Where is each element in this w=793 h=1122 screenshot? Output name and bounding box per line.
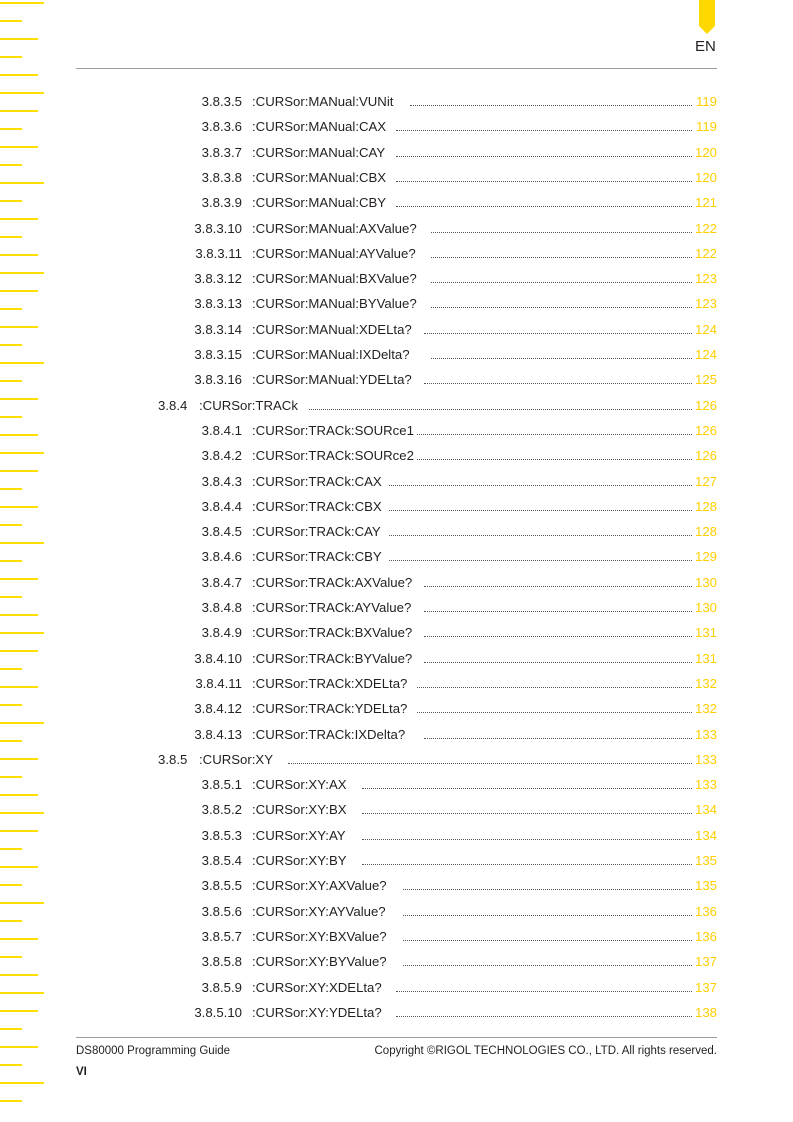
toc-entry-title: :CURSor:XY:XDELta? bbox=[252, 979, 382, 995]
toc-entry[interactable] bbox=[0, 165, 793, 190]
toc-entry-page: 122 bbox=[694, 220, 717, 236]
toc-entry-page: 133 bbox=[694, 777, 717, 793]
toc-entry-leader bbox=[403, 965, 692, 966]
toc-entry-number: 3.8.3.8 bbox=[201, 169, 242, 185]
toc-entry-number: 3.8.4.10 bbox=[194, 650, 242, 666]
toc-entry[interactable] bbox=[0, 595, 793, 620]
toc-entry-title: :CURSor:MANual:XDELta? bbox=[252, 321, 412, 337]
toc-entry-page: 128 bbox=[694, 524, 717, 540]
edge-mark bbox=[0, 74, 38, 76]
toc-entry-page: 123 bbox=[694, 296, 717, 312]
toc-entry[interactable] bbox=[0, 114, 793, 139]
toc-entry-number: 3.8.3.10 bbox=[194, 220, 242, 236]
toc-entry-leader bbox=[431, 257, 692, 258]
toc-entry-page: 128 bbox=[694, 498, 717, 514]
toc-entry-title: :CURSor:XY:AXValue? bbox=[252, 878, 387, 894]
toc-entry-leader bbox=[389, 535, 692, 536]
toc-entry-title: :CURSor:MANual:BYValue? bbox=[252, 296, 417, 312]
toc-entry-leader bbox=[396, 991, 692, 992]
toc-entry[interactable] bbox=[0, 949, 793, 974]
toc-entry-title: :CURSor:TRACk:YDELta? bbox=[252, 701, 408, 717]
toc-entry-leader bbox=[396, 181, 692, 182]
edge-mark bbox=[0, 1100, 22, 1102]
toc-entry[interactable] bbox=[0, 975, 793, 1000]
toc-entry-title: :CURSor:TRACk:SOURce2 bbox=[252, 448, 414, 464]
toc-entry[interactable] bbox=[0, 291, 793, 316]
toc-entry-leader bbox=[403, 915, 692, 916]
toc-entry[interactable] bbox=[0, 873, 793, 898]
toc-entry-number: 3.8.4.9 bbox=[201, 625, 242, 641]
toc-entry-number: 3.8.5.5 bbox=[201, 878, 242, 894]
edge-mark bbox=[0, 1082, 44, 1084]
toc-entry-page: 131 bbox=[694, 650, 717, 666]
toc-entry-title: :CURSor:XY:BY bbox=[252, 853, 347, 868]
toc-entry[interactable] bbox=[0, 646, 793, 671]
toc-entry-title: :CURSor:XY:BYValue? bbox=[252, 954, 387, 970]
toc-entry-number: 3.8.3.9 bbox=[201, 195, 242, 211]
toc-entry-title: :CURSor:XY:AYValue? bbox=[252, 903, 386, 919]
toc-entry-number: 3.8.5 bbox=[158, 751, 188, 767]
toc-entry-title: :CURSor:TRACk:CBX bbox=[252, 498, 382, 514]
toc-entry-page: 133 bbox=[694, 726, 717, 742]
toc-entry-leader bbox=[309, 409, 692, 410]
toc-entry[interactable] bbox=[0, 899, 793, 924]
toc-entry-title: :CURSor:TRACk:CAX bbox=[252, 473, 382, 489]
toc-entry-leader bbox=[431, 282, 692, 283]
toc-entry-number: 3.8.5.3 bbox=[201, 827, 242, 843]
edge-mark bbox=[0, 1046, 38, 1048]
toc-entry-number: 3.8.5.8 bbox=[201, 954, 242, 970]
toc-entry-number: 3.8.3.13 bbox=[194, 296, 242, 312]
toc-entry-leader bbox=[431, 307, 692, 308]
toc-entry-title: :CURSor:MANual:CAX bbox=[252, 119, 387, 135]
toc-entry-leader bbox=[362, 813, 692, 814]
toc-entry[interactable] bbox=[0, 266, 793, 291]
toc-entry-number: 3.8.4.13 bbox=[194, 726, 242, 742]
toc-entry-leader bbox=[389, 510, 692, 511]
toc-entry-title: :CURSor:MANual:IXDelta? bbox=[252, 347, 410, 362]
toc-entry-title: :CURSor:MANual:YDELta? bbox=[252, 372, 412, 388]
toc-entry-number: 3.8.4.3 bbox=[201, 473, 242, 489]
toc-entry-number: 3.8.3.16 bbox=[194, 372, 242, 388]
toc-entry-leader bbox=[424, 611, 692, 612]
toc-entry[interactable] bbox=[0, 671, 793, 696]
toc-entry-leader bbox=[417, 459, 692, 460]
toc-entry-number: 3.8.3.11 bbox=[195, 245, 242, 261]
toc-entry-page: 130 bbox=[694, 600, 717, 615]
toc-entry-leader bbox=[417, 712, 692, 713]
toc-entry-number: 3.8.4.1 bbox=[201, 422, 242, 438]
toc-entry[interactable] bbox=[0, 722, 793, 747]
toc-entry-leader bbox=[424, 636, 692, 637]
toc-entry-leader bbox=[396, 1016, 692, 1017]
toc-entry-page: 135 bbox=[694, 853, 717, 868]
header-rule bbox=[76, 68, 717, 69]
toc-entry-number: 3.8.4.2 bbox=[201, 448, 242, 464]
toc-entry-leader bbox=[417, 687, 692, 688]
toc-entry[interactable] bbox=[0, 797, 793, 822]
toc-entry-leader bbox=[396, 156, 692, 157]
toc-entry-title: :CURSor:MANual:CBX bbox=[252, 169, 387, 185]
edge-mark bbox=[0, 56, 22, 58]
toc-entry-leader bbox=[396, 130, 692, 131]
footer-copyright: Copyright ©RIGOL TECHNOLOGIES CO., LTD. All rights reserved. bbox=[374, 1045, 717, 1057]
toc-entry-number: 3.8.5.1 bbox=[201, 777, 242, 793]
toc-entry-leader bbox=[424, 333, 692, 334]
toc-entry[interactable] bbox=[0, 570, 793, 595]
toc-entry-page: 131 bbox=[694, 625, 717, 641]
toc-entry-number: 3.8.5.2 bbox=[201, 802, 242, 818]
toc-entry-page: 120 bbox=[694, 169, 717, 185]
toc-entry-leader bbox=[424, 738, 692, 739]
toc-entry-page: 119 bbox=[695, 119, 717, 135]
toc-entry-number: 3.8.4 bbox=[158, 397, 188, 413]
toc-entry-number: 3.8.5.9 bbox=[201, 979, 242, 995]
toc-entry-title: :CURSor:XY:AY bbox=[252, 827, 346, 843]
toc-entry-title: :CURSor:TRACk:CBY bbox=[252, 549, 382, 565]
toc-entry-number: 3.8.4.12 bbox=[194, 701, 242, 717]
toc-entry-page: 137 bbox=[694, 979, 717, 995]
toc-entry[interactable] bbox=[0, 367, 793, 392]
toc-entry[interactable] bbox=[0, 823, 793, 848]
language-tab bbox=[699, 0, 715, 26]
edge-mark bbox=[0, 20, 22, 22]
toc-entry-page: 137 bbox=[694, 954, 717, 970]
toc-entry-number: 3.8.5.6 bbox=[201, 903, 242, 919]
toc-entry-title: :CURSor:TRACk:XDELta? bbox=[252, 675, 408, 691]
toc-entry-leader bbox=[288, 763, 692, 764]
toc-entry-page: 134 bbox=[694, 802, 717, 818]
toc-entry-number: 3.8.5.4 bbox=[201, 853, 242, 868]
toc-entry[interactable] bbox=[0, 494, 793, 519]
toc-entry-page: 136 bbox=[694, 903, 717, 919]
toc-entry-page: 124 bbox=[694, 321, 717, 337]
toc-entry[interactable] bbox=[0, 190, 793, 215]
toc-entry-title: :CURSor:MANual:BXValue? bbox=[252, 271, 417, 287]
toc-entry[interactable] bbox=[0, 342, 793, 367]
toc-entry-page: 132 bbox=[694, 701, 717, 717]
toc-entry-page: 126 bbox=[694, 422, 717, 438]
toc-entry-page: 123 bbox=[694, 271, 717, 287]
toc-entry-page: 124 bbox=[694, 347, 717, 362]
toc-entry-leader bbox=[424, 586, 692, 587]
toc-entry-page: 130 bbox=[694, 574, 717, 590]
toc-entry-number: 3.8.3.7 bbox=[201, 144, 242, 160]
toc-entry-leader bbox=[389, 485, 692, 486]
toc-entry-title: :CURSor:XY bbox=[199, 751, 274, 767]
toc-entry-title: :CURSor:XY:YDELta? bbox=[252, 1004, 382, 1020]
toc-entry[interactable] bbox=[0, 747, 793, 772]
toc-entry-number: 3.8.4.6 bbox=[201, 549, 242, 565]
toc-entry-title: :CURSor:TRACk:SOURce1 bbox=[252, 422, 414, 438]
toc-entry-title: :CURSor:MANual:AYValue? bbox=[252, 245, 416, 261]
toc-entry-leader bbox=[362, 839, 692, 840]
toc-entry-leader bbox=[403, 940, 692, 941]
toc-entry-page: 132 bbox=[694, 675, 717, 691]
toc-entry[interactable] bbox=[0, 696, 793, 721]
toc-entry-page: 119 bbox=[695, 94, 717, 109]
toc-entry-number: 3.8.5.10 bbox=[194, 1004, 242, 1020]
toc-entry-page: 127 bbox=[694, 473, 717, 489]
toc-entry-number: 3.8.5.7 bbox=[201, 928, 242, 944]
toc-entry-title: :CURSor:TRACk:BYValue? bbox=[252, 650, 413, 666]
toc-entry-title: :CURSor:XY:AX bbox=[252, 777, 347, 793]
toc-entry-leader bbox=[424, 383, 692, 384]
toc-entry[interactable] bbox=[0, 393, 793, 418]
toc-entry[interactable] bbox=[0, 620, 793, 645]
toc-entry-page: 122 bbox=[694, 245, 717, 261]
toc-entry-title: :CURSor:TRACk:AXValue? bbox=[252, 574, 413, 590]
toc-entry-title: :CURSor:TRACk:IXDelta? bbox=[252, 726, 406, 742]
toc-entry[interactable] bbox=[0, 469, 793, 494]
toc-entry-title: :CURSor:TRACk bbox=[199, 397, 298, 413]
toc-entry-number: 3.8.3.15 bbox=[194, 347, 242, 362]
toc-entry-title: :CURSor:MANual:CBY bbox=[252, 195, 387, 211]
toc-entry-leader bbox=[389, 560, 692, 561]
footer-rule bbox=[76, 1037, 717, 1038]
toc-entry-page: 129 bbox=[694, 549, 717, 565]
toc-entry-title: :CURSor:TRACk:CAY bbox=[252, 524, 381, 540]
toc-entry-number: 3.8.3.12 bbox=[194, 271, 242, 287]
toc-entry[interactable] bbox=[0, 140, 793, 165]
toc-entry-page: 120 bbox=[694, 144, 717, 160]
toc-entry-page: 125 bbox=[694, 372, 717, 388]
toc-entry-number: 3.8.3.5 bbox=[201, 94, 242, 109]
edge-mark bbox=[0, 38, 38, 40]
toc-entry-title: :CURSor:TRACk:AYValue? bbox=[252, 600, 412, 615]
toc-entry-number: 3.8.4.11 bbox=[195, 675, 242, 691]
toc-entry-number: 3.8.4.4 bbox=[201, 498, 242, 514]
language-tab-tip bbox=[699, 26, 715, 34]
toc-entry-leader bbox=[403, 889, 692, 890]
toc-entry[interactable] bbox=[0, 848, 793, 873]
toc-entry[interactable] bbox=[0, 443, 793, 468]
toc-entry-title: :CURSor:MANual:CAY bbox=[252, 144, 386, 160]
toc-entry-page: 135 bbox=[694, 878, 717, 894]
toc-entry[interactable] bbox=[0, 924, 793, 949]
edge-mark bbox=[0, 1064, 22, 1066]
toc-entry-page: 133 bbox=[694, 751, 717, 767]
toc-entry[interactable] bbox=[0, 544, 793, 569]
toc-entry[interactable] bbox=[0, 1000, 793, 1025]
toc-entry-leader bbox=[417, 434, 692, 435]
toc-entry-page: 121 bbox=[694, 195, 717, 211]
toc-entry-page: 134 bbox=[694, 827, 717, 843]
edge-mark bbox=[0, 1028, 22, 1030]
toc-entry-number: 3.8.3.6 bbox=[201, 119, 242, 135]
page-number: VI bbox=[76, 1066, 87, 1078]
toc-entry[interactable] bbox=[0, 418, 793, 443]
toc-entry-number: 3.8.4.8 bbox=[201, 600, 242, 615]
toc-entry[interactable] bbox=[0, 317, 793, 342]
footer-doc-title: DS80000 Programming Guide bbox=[76, 1045, 231, 1057]
toc-entry-leader bbox=[362, 788, 692, 789]
toc-entry-title: :CURSor:TRACk:BXValue? bbox=[252, 625, 413, 641]
toc-entry-title: :CURSor:MANual:VUNit bbox=[252, 94, 394, 109]
toc-entry-number: 3.8.4.7 bbox=[201, 574, 242, 590]
toc-entry[interactable] bbox=[0, 772, 793, 797]
toc-entry[interactable] bbox=[0, 89, 793, 114]
toc-entry-title: :CURSor:XY:BX bbox=[252, 802, 347, 818]
toc-entry-title: :CURSor:MANual:AXValue? bbox=[252, 220, 417, 236]
toc-entry-number: 3.8.4.5 bbox=[201, 524, 242, 540]
toc-entry-page: 138 bbox=[694, 1004, 717, 1020]
toc-entry-leader bbox=[424, 662, 692, 663]
toc-entry[interactable] bbox=[0, 216, 793, 241]
language-label: EN bbox=[695, 38, 716, 55]
toc-entry-leader bbox=[410, 105, 692, 106]
toc-entry-leader bbox=[431, 358, 692, 359]
toc-entry-number: 3.8.3.14 bbox=[194, 321, 242, 337]
toc-entry[interactable] bbox=[0, 519, 793, 544]
toc-entry[interactable] bbox=[0, 241, 793, 266]
toc-entry-leader bbox=[431, 232, 692, 233]
toc-entry-leader bbox=[362, 864, 692, 865]
toc-entry-title: :CURSor:XY:BXValue? bbox=[252, 928, 387, 944]
toc-entry-page: 126 bbox=[694, 448, 717, 464]
edge-mark bbox=[0, 2, 44, 4]
toc-entry-page: 136 bbox=[694, 928, 717, 944]
toc-entry-page: 126 bbox=[694, 397, 717, 413]
toc-entry-leader bbox=[396, 206, 692, 207]
